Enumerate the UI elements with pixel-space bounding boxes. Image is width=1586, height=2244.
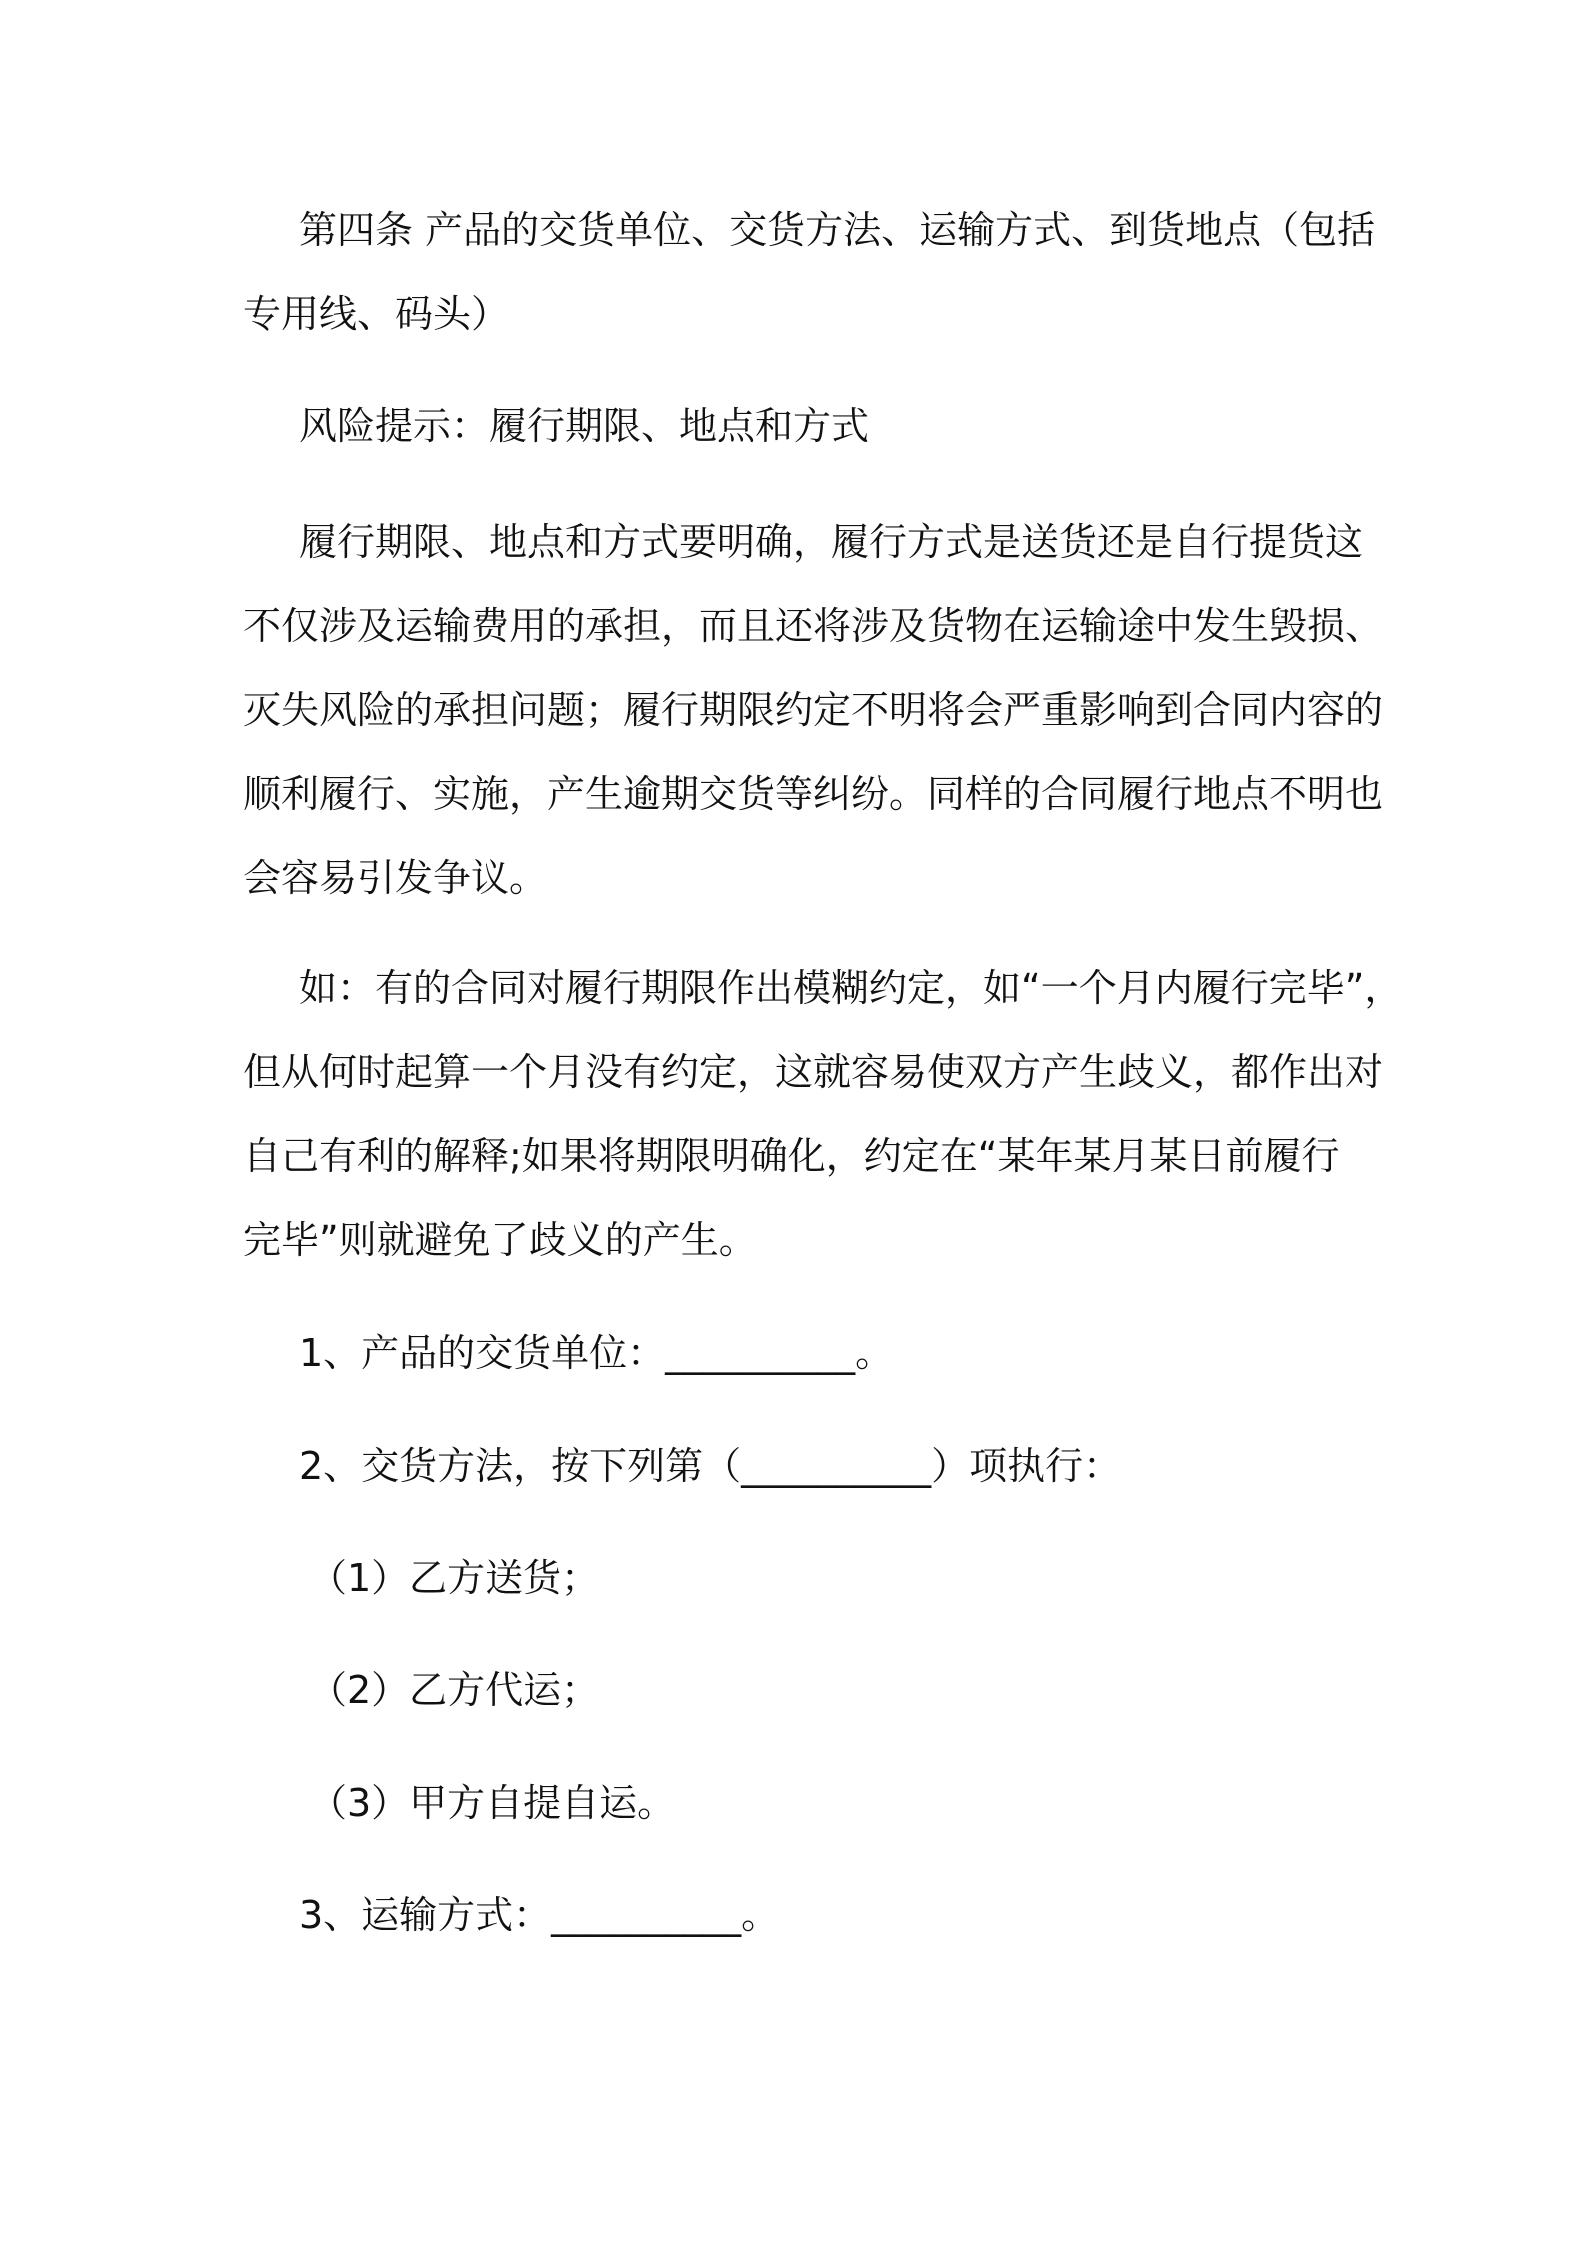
example-paragraph <box>243 946 1403 1282</box>
item-transport-method-text: 3、运输方式：__________。 <box>299 1893 780 1937</box>
example-line-1: 如：有的合同对履行期限作出模糊约定，如“一个月内履行完毕”， <box>299 966 1403 1010</box>
risk-body-line-3: 灭失风险的承担问题；履行期限约定不明将会严重影响到合同内容的 <box>243 688 1384 732</box>
option-1-text: （1）乙方送货； <box>309 1556 600 1600</box>
option-2-text: （2）乙方代运； <box>309 1668 600 1712</box>
risk-body-line-2: 不仅涉及运输费用的承担，而且还将涉及货物在运输途中发生毁损、 <box>243 604 1384 648</box>
article-heading <box>243 188 1376 356</box>
option-seller-delivery <box>243 1536 1353 1620</box>
example-line-3: 自己有利的解释;如果将期限明确化，约定在“某年某月某日前履行 <box>243 1134 1340 1178</box>
item-delivery-method <box>243 1424 1353 1508</box>
risk-body-line-5: 会容易引发争议。 <box>243 856 548 900</box>
article-heading-line-2: 专用线、码头） <box>243 292 510 336</box>
risk-body-line-1: 履行期限、地点和方式要明确，履行方式是送货还是自行提货这 <box>299 520 1364 564</box>
example-line-2: 但从何时起算一个月没有约定，这就容易使双方产生歧义，都作出对 <box>243 1050 1384 1094</box>
example-line-4: 完毕”则就避免了歧义的产生。 <box>243 1218 757 1262</box>
option-buyer-pickup <box>243 1761 1353 1845</box>
risk-title <box>243 384 1353 468</box>
item-delivery-unit-text: 1、产品的交货单位：__________。 <box>299 1331 894 1375</box>
risk-title-text: 风险提示：履行期限、地点和方式 <box>299 404 870 448</box>
item-delivery-unit <box>243 1311 1353 1395</box>
item-delivery-method-text: 2、交货方法，按下列第（__________）项执行： <box>299 1444 1122 1488</box>
item-transport-method <box>243 1873 1353 1957</box>
option-seller-shipping <box>243 1648 1353 1732</box>
risk-body-line-4: 顺利履行、实施，产生逾期交货等纠纷。同样的合同履行地点不明也 <box>243 772 1384 816</box>
article-heading-line-1: 第四条 产品的交货单位、交货方法、运输方式、到货地点（包括 <box>299 208 1376 252</box>
risk-body-paragraph <box>243 500 1384 920</box>
option-3-text: （3）甲方自提自运。 <box>309 1781 676 1825</box>
